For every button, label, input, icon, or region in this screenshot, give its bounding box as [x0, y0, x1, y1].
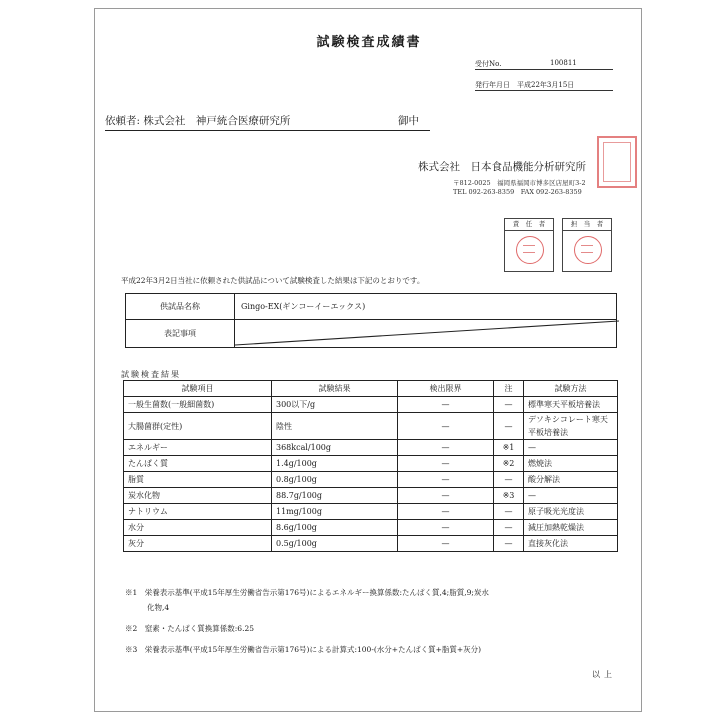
responsible-stamp-box	[504, 218, 554, 272]
note-1: ※1 栄養表示基準(平成15年厚生労働省告示第176号)によるエネルギー換算係数:たんぱく質,4;脂質,9;炭水	[125, 588, 489, 597]
client-label: 依頼者:	[105, 115, 141, 127]
cell-result: 陰性	[272, 413, 398, 440]
cell-result: 368kcal/100g	[272, 440, 398, 456]
cell-result: 11mg/100g	[272, 504, 398, 520]
closing-text: 以上	[592, 670, 616, 679]
cell-note: ※2	[494, 456, 524, 472]
cell-item: ナトリウム	[124, 504, 272, 520]
table-row	[124, 520, 618, 536]
sample-notes-label: 表記事項	[126, 320, 235, 348]
table-row	[124, 504, 618, 520]
cell-note: —	[494, 504, 524, 520]
cell-item: 灰分	[124, 536, 272, 552]
section-title: 試験検査結果	[121, 370, 181, 379]
sample-notes-value	[235, 320, 617, 348]
cell-method: デソキシコレート寒天平板培養法	[524, 413, 618, 440]
cell-limit: —	[398, 456, 494, 472]
cell-item: 炭水化物	[124, 488, 272, 504]
table-row	[124, 488, 618, 504]
responsible-label: 責 任 者	[505, 219, 553, 231]
header-note: 注	[494, 381, 524, 397]
header-method: 試験方法	[524, 381, 618, 397]
table-row	[124, 536, 618, 552]
cell-note: —	[494, 520, 524, 536]
cell-item: 水分	[124, 520, 272, 536]
cell-note: ※3	[494, 488, 524, 504]
in-charge-seal	[574, 236, 602, 264]
cell-limit: —	[398, 397, 494, 413]
results-table	[123, 380, 618, 552]
sample-info-table	[125, 293, 617, 348]
table-row	[124, 440, 618, 456]
cell-item: たんぱく質	[124, 456, 272, 472]
cell-note: —	[494, 472, 524, 488]
cell-limit: —	[398, 440, 494, 456]
sample-name-row	[126, 294, 617, 320]
lab-address-block	[453, 179, 586, 197]
cell-result: 1.4g/100g	[272, 456, 398, 472]
cell-limit: —	[398, 536, 494, 552]
cell-item: 大腸菌群(定性)	[124, 413, 272, 440]
cell-method: 減圧加熱乾燥法	[524, 520, 618, 536]
document-title: 試験検査成績書	[316, 35, 422, 50]
note-2: ※2 窒素・たんぱく質換算係数:6.25	[125, 624, 254, 633]
header-result: 試験結果	[272, 381, 398, 397]
in-charge-stamp-box	[562, 218, 612, 272]
issue-date: 発行年月日 平成22年3月15日	[475, 80, 613, 91]
cell-result: 88.7g/100g	[272, 488, 398, 504]
cell-limit: —	[398, 413, 494, 440]
header-item: 試験項目	[124, 381, 272, 397]
table-row	[124, 413, 618, 440]
cell-method: 直接灰化法	[524, 536, 618, 552]
cell-item: 脂質	[124, 472, 272, 488]
cell-limit: —	[398, 504, 494, 520]
company-seal-stamp	[597, 136, 637, 188]
cell-result: 8.6g/100g	[272, 520, 398, 536]
intro-text: 平成22年3月2日当社に依頼された供試品について試験検査した結果は下記のとおりです。	[121, 276, 425, 285]
results-header-row	[124, 381, 618, 397]
table-row	[124, 472, 618, 488]
client-honorific: 御中	[398, 115, 419, 127]
receipt-line	[475, 59, 613, 70]
table-row	[124, 456, 618, 472]
table-row	[124, 397, 618, 413]
cell-limit: —	[398, 488, 494, 504]
cell-method: 燃焼法	[524, 456, 618, 472]
cell-item: エネルギー	[124, 440, 272, 456]
receipt-number: 100811	[550, 59, 577, 67]
cell-limit: —	[398, 520, 494, 536]
cell-method: 原子吸光光度法	[524, 504, 618, 520]
cell-note: ※1	[494, 440, 524, 456]
header-limit: 検出限界	[398, 381, 494, 397]
certificate-page	[94, 8, 642, 712]
lab-address: 〒812-0025 福岡県福岡市博多区店屋町3-2	[453, 179, 586, 187]
cell-method: 標準寒天平板培養法	[524, 397, 618, 413]
cell-method: —	[524, 488, 618, 504]
cell-method: —	[524, 440, 618, 456]
in-charge-label: 担 当 者	[563, 219, 611, 231]
sample-name-value: Gingo-EX(ギンコーイーエックス)	[235, 294, 617, 320]
sample-name-label: 供試品名称	[126, 294, 235, 320]
cell-note: —	[494, 413, 524, 440]
note-3: ※3 栄養表示基準(平成15年厚生労働省告示第176号)による計算式:100-(水分+たんぱく質+脂質+灰分)	[125, 645, 482, 654]
lab-name: 株式会社 日本食品機能分析研究所	[418, 161, 586, 173]
cell-method: 酸分解法	[524, 472, 618, 488]
strike-line	[235, 320, 619, 346]
cell-note: —	[494, 536, 524, 552]
cell-result: 300以下/g	[272, 397, 398, 413]
sample-notes-row	[126, 320, 617, 348]
receipt-label: 受付No.	[475, 60, 502, 68]
responsible-seal	[516, 236, 544, 264]
cell-result: 0.5g/100g	[272, 536, 398, 552]
cell-item: 一般生菌数(一般細菌数)	[124, 397, 272, 413]
cell-note: —	[494, 397, 524, 413]
cell-result: 0.8g/100g	[272, 472, 398, 488]
cell-limit: —	[398, 472, 494, 488]
client-line	[105, 113, 430, 131]
lab-contact: TEL 092-263-8359 FAX 092-263-8359	[453, 188, 582, 196]
client-name: 株式会社 神戸統合医療研究所	[143, 115, 291, 127]
note-1-continued: 化物,4	[147, 603, 170, 612]
